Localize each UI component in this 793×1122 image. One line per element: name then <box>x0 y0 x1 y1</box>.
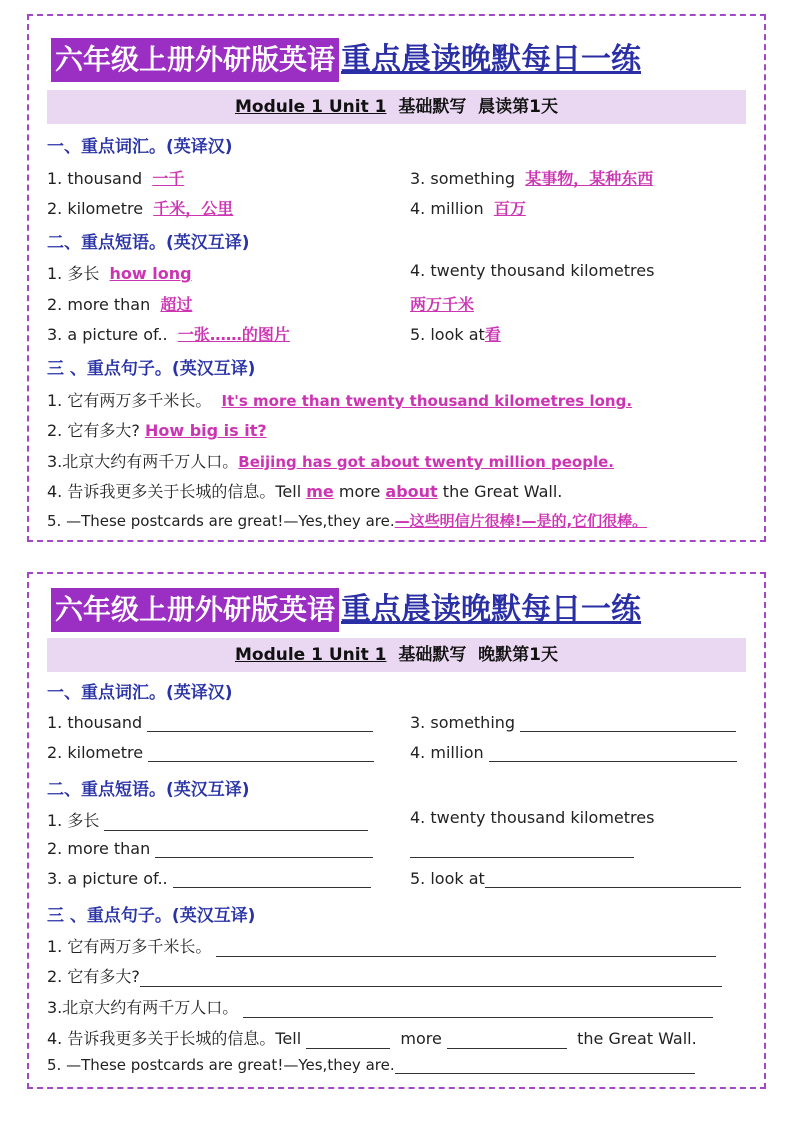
answer-blank[interactable] <box>485 873 741 888</box>
sentence-item-1: 1. 它有两万多千米长。 It's more than twenty thousand kilometres long. <box>47 391 633 410</box>
sentence-item-3: 3.北京大约有两千万人口。 <box>47 995 713 1018</box>
sentence-item-5: 5. —These postcards are great!—Yes,they are. <box>47 1056 695 1074</box>
vocab-item-4: 4. million <box>410 743 737 762</box>
sentence-item-1: 1. 它有两万多千米长。 <box>47 934 716 957</box>
phrase-item-4: 4. twenty thousand kilometres <box>410 808 655 827</box>
answer-blank[interactable] <box>140 972 722 987</box>
answer-blank[interactable] <box>520 717 736 732</box>
task-label: 基础默写 <box>398 97 467 117</box>
answer-blank[interactable] <box>216 942 716 957</box>
answer-text: me <box>306 482 334 501</box>
task-label: 基础默写 <box>398 645 467 665</box>
phrase-item-4-answer: 两万千米 <box>410 295 475 314</box>
sentence-item-3: 3.北京大约有两千万人口。Beijing has got about twenty million people. <box>47 452 614 471</box>
answer-blank[interactable] <box>155 843 373 858</box>
vocab-item-4: 4. million 百万 <box>410 199 526 218</box>
phrase-item-1: 1. 多长 <box>47 808 368 831</box>
answer-text: 看 <box>484 325 501 344</box>
module-label: Module 1 Unit 1 <box>234 645 387 665</box>
phrase-item-5: 5. look at看 <box>410 325 501 344</box>
sentence-item-4: 4. 告诉我更多关于长城的信息。Tell me more about the Great Wall. <box>47 482 563 501</box>
title-grade-label: 六年级上册外研版英语 <box>51 38 339 82</box>
sentences-heading: 三 、重点句子。(英汉互译) <box>47 906 256 926</box>
sentence-item-2: 2. 它有多大? <box>47 964 722 987</box>
sentence-item-5: 5. —These postcards are great!—Yes,they are.—这些明信片很棒!—是的,它们很棒。 <box>47 512 648 530</box>
sentences-heading: 三 、重点句子。(英汉互译) <box>47 359 256 379</box>
worksheet-title <box>51 588 641 632</box>
answer-text: 一张……的图片 <box>177 325 290 344</box>
answer-text: How big is it? <box>144 421 267 440</box>
phrase-item-5: 5. look at <box>410 869 741 888</box>
phrase-item-1: 1. 多长 how long <box>47 264 192 283</box>
phrases-heading: 二、重点短语。(英汉互译) <box>47 780 250 800</box>
answer-blank[interactable] <box>104 816 368 831</box>
answer-blank[interactable] <box>395 1059 695 1074</box>
phrase-item-2: 2. more than <box>47 839 373 858</box>
answer-blank[interactable] <box>489 747 737 762</box>
answer-text: 百万 <box>493 199 526 218</box>
vocab-item-2: 2. kilometre 千米，公里 <box>47 199 234 218</box>
vocab-heading: 一、重点词汇。(英译汉) <box>47 137 233 157</box>
answer-text: 千米，公里 <box>153 199 234 218</box>
module-band <box>47 638 746 672</box>
sentence-item-4: 4. 告诉我更多关于长城的信息。Tell more the Great Wall. <box>47 1029 697 1048</box>
vocab-item-2: 2. kilometre <box>47 743 374 762</box>
answer-blank[interactable] <box>147 717 373 732</box>
title-practice-label: 重点晨读晚默每日一练 <box>341 42 642 77</box>
answer-blank[interactable] <box>243 1003 713 1018</box>
vocab-item-3: 3. something <box>410 713 736 732</box>
answer-text: 某事物，某种东西 <box>525 169 654 188</box>
evening-dictation-card <box>27 572 766 1089</box>
answer-text: —这些明信片很棒!—是的,它们很棒。 <box>394 512 648 530</box>
vocab-heading: 一、重点词汇。(英译汉) <box>47 683 233 703</box>
phrase-item-3: 3. a picture of.. 一张……的图片 <box>47 325 290 344</box>
answer-text: Beijing has got about twenty million people. <box>238 453 614 471</box>
answer-text: 超过 <box>160 295 193 314</box>
answer-blank[interactable] <box>173 873 371 888</box>
answer-text: how long <box>109 264 192 283</box>
answer-text: about <box>385 482 438 501</box>
answer-text: It's more than twenty thousand kilometres long. <box>221 392 633 410</box>
phrase-item-2: 2. more than 超过 <box>47 295 193 314</box>
vocab-item-1: 1. thousand 一千 <box>47 169 185 188</box>
answer-blank[interactable] <box>447 1034 567 1049</box>
title-practice-label: 重点晨读晚默每日一练 <box>341 592 642 627</box>
module-band <box>47 90 746 124</box>
answer-blank[interactable] <box>306 1034 390 1049</box>
day-label: 晚默第1天 <box>478 645 559 665</box>
morning-reading-card <box>27 14 766 542</box>
phrases-heading: 二、重点短语。(英汉互译) <box>47 233 250 253</box>
vocab-item-1: 1. thousand <box>47 713 373 732</box>
day-label: 晨读第1天 <box>478 97 559 117</box>
answer-blank[interactable] <box>410 843 634 858</box>
phrase-item-4: 4. twenty thousand kilometres <box>410 261 655 280</box>
phrase-item-4-blank <box>410 839 634 858</box>
title-grade-label: 六年级上册外研版英语 <box>51 588 339 632</box>
phrase-item-3: 3. a picture of.. <box>47 869 371 888</box>
answer-text: 一千 <box>152 169 185 188</box>
answer-blank[interactable] <box>148 747 374 762</box>
sentence-item-2: 2. 它有多大? How big is it? <box>47 421 267 440</box>
vocab-item-3: 3. something 某事物，某种东西 <box>410 169 654 188</box>
worksheet-title <box>51 38 641 82</box>
module-label: Module 1 Unit 1 <box>234 97 387 117</box>
